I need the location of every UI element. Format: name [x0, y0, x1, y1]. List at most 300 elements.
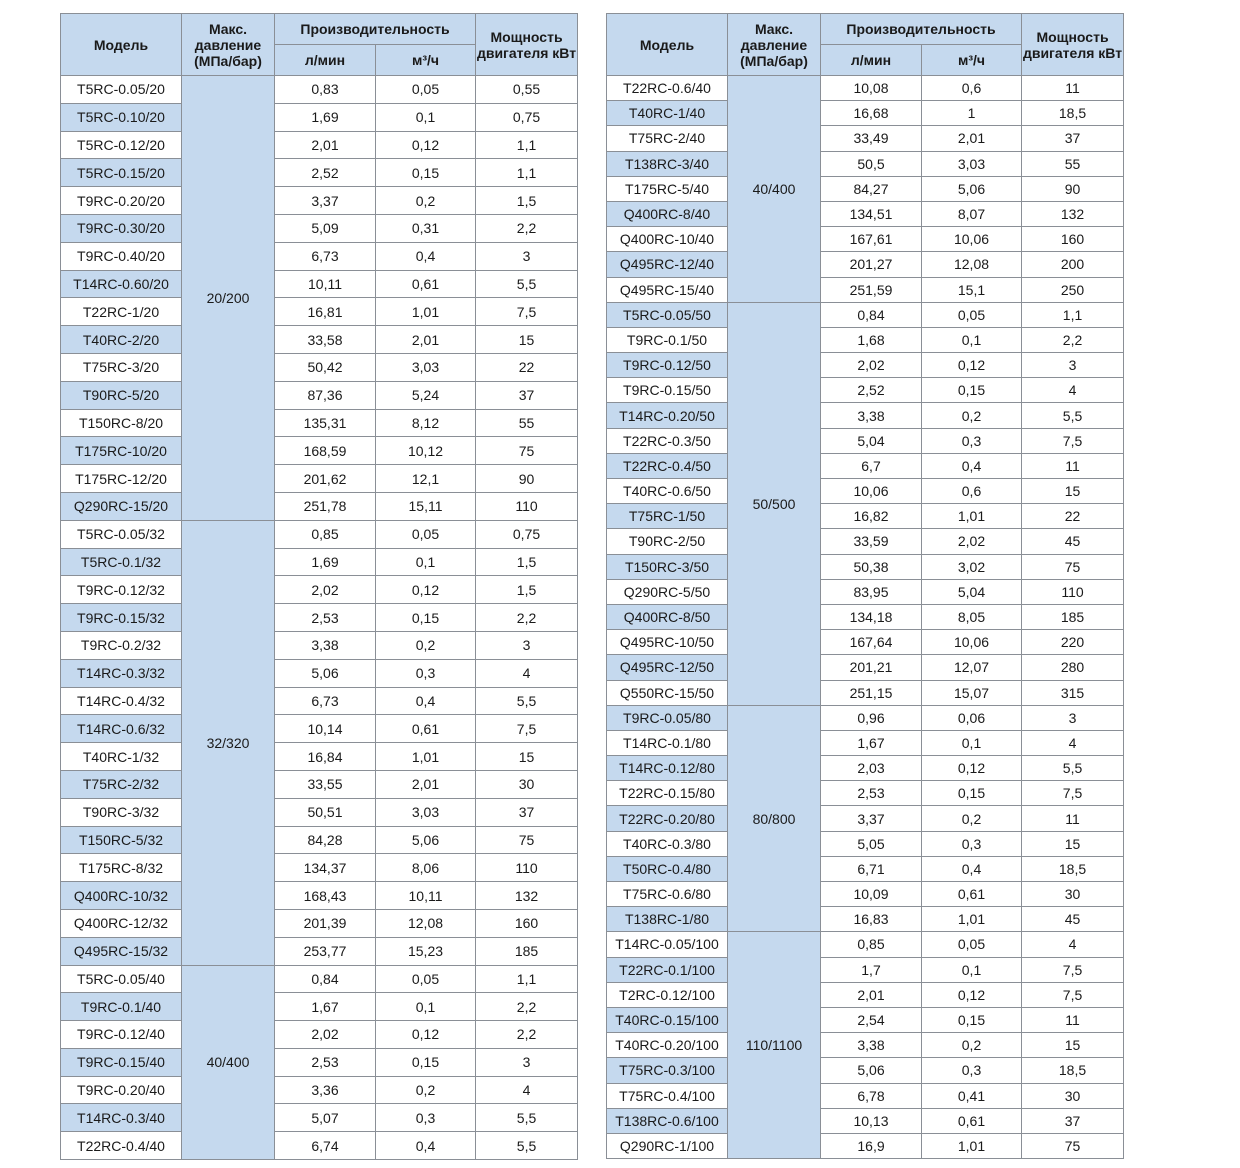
- m3h-cell: 15,23: [376, 937, 476, 965]
- model-cell: T14RC-0.12/80: [607, 756, 728, 781]
- lpm-cell: 201,39: [275, 909, 376, 937]
- m3h-cell: 0,05: [922, 302, 1022, 327]
- lpm-cell: 6,7: [821, 453, 922, 478]
- model-cell: T14RC-0.3/32: [61, 659, 182, 687]
- power-cell: 90: [1022, 176, 1124, 201]
- lpm-cell: 33,55: [275, 770, 376, 798]
- m3h-cell: 0,05: [376, 520, 476, 548]
- model-cell: T22RC-0.4/40: [61, 1132, 182, 1160]
- pressure-cell: 110/1100: [728, 932, 821, 1159]
- lpm-cell: 251,59: [821, 277, 922, 302]
- table-row: [607, 604, 1124, 629]
- lpm-cell: 0,84: [821, 302, 922, 327]
- m3h-cell: 5,24: [376, 381, 476, 409]
- lpm-cell: 5,04: [821, 428, 922, 453]
- m3h-cell: 1,01: [922, 1133, 1022, 1158]
- m3h-cell: 0,61: [922, 882, 1022, 907]
- power-cell: 5,5: [1022, 403, 1124, 428]
- lpm-cell: 0,96: [821, 705, 922, 730]
- m3h-cell: 0,3: [376, 1104, 476, 1132]
- m3h-cell: 12,07: [922, 655, 1022, 680]
- header-model: Модель: [607, 14, 728, 76]
- m3h-cell: 0,2: [376, 1076, 476, 1104]
- table-row: [607, 453, 1124, 478]
- table-row: [607, 227, 1124, 252]
- m3h-cell: 10,06: [922, 630, 1022, 655]
- lpm-cell: 2,52: [821, 378, 922, 403]
- power-cell: 0,75: [476, 520, 578, 548]
- model-cell: T90RC-2/50: [607, 529, 728, 554]
- m3h-cell: 0,6: [922, 479, 1022, 504]
- table-row: [61, 1021, 578, 1049]
- table-row: [61, 492, 578, 520]
- m3h-cell: 10,11: [376, 882, 476, 910]
- model-cell: T90RC-3/32: [61, 798, 182, 826]
- m3h-cell: 0,3: [922, 1058, 1022, 1083]
- table-row: [61, 548, 578, 576]
- model-cell: Q400RC-8/40: [607, 201, 728, 226]
- model-cell: T40RC-0.20/100: [607, 1033, 728, 1058]
- model-cell: Q400RC-8/50: [607, 604, 728, 629]
- m3h-cell: 0,4: [922, 856, 1022, 881]
- m3h-cell: 3,02: [922, 554, 1022, 579]
- power-cell: 11: [1022, 806, 1124, 831]
- table-row: [607, 957, 1124, 982]
- m3h-cell: 1,01: [922, 504, 1022, 529]
- table-row: [61, 576, 578, 604]
- m3h-cell: 0,1: [376, 548, 476, 576]
- power-cell: 160: [1022, 227, 1124, 252]
- power-cell: 22: [476, 353, 578, 381]
- lpm-cell: 50,51: [275, 798, 376, 826]
- table-row: [607, 252, 1124, 277]
- m3h-cell: 0,61: [376, 270, 476, 298]
- lpm-cell: 0,85: [821, 932, 922, 957]
- header-power: Мощность двигателя кВт: [476, 14, 578, 76]
- table-row: [607, 353, 1124, 378]
- lpm-cell: 168,43: [275, 882, 376, 910]
- power-cell: 160: [476, 909, 578, 937]
- model-cell: T14RC-0.4/32: [61, 687, 182, 715]
- power-cell: 75: [1022, 1133, 1124, 1158]
- model-cell: T9RC-0.20/40: [61, 1076, 182, 1104]
- power-cell: 110: [1022, 579, 1124, 604]
- model-cell: T40RC-0.15/100: [607, 1007, 728, 1032]
- model-cell: T14RC-0.3/40: [61, 1104, 182, 1132]
- power-cell: 1,5: [476, 576, 578, 604]
- lpm-cell: 2,02: [275, 576, 376, 604]
- header-capacity: Производительность: [821, 14, 1022, 45]
- m3h-cell: 0,4: [376, 687, 476, 715]
- m3h-cell: 5,06: [922, 176, 1022, 201]
- lpm-cell: 16,9: [821, 1133, 922, 1158]
- m3h-cell: 1: [922, 101, 1022, 126]
- m3h-cell: 0,1: [922, 327, 1022, 352]
- lpm-cell: 3,37: [821, 806, 922, 831]
- power-cell: 7,5: [1022, 428, 1124, 453]
- m3h-cell: 3,03: [376, 353, 476, 381]
- model-cell: T75RC-2/32: [61, 770, 182, 798]
- lpm-cell: 83,95: [821, 579, 922, 604]
- model-cell: T90RC-5/20: [61, 381, 182, 409]
- model-cell: T22RC-0.15/80: [607, 781, 728, 806]
- model-cell: T75RC-0.3/100: [607, 1058, 728, 1083]
- model-cell: T22RC-0.20/80: [607, 806, 728, 831]
- power-cell: 4: [476, 1076, 578, 1104]
- power-cell: 75: [476, 826, 578, 854]
- m3h-cell: 0,2: [922, 403, 1022, 428]
- lpm-cell: 2,03: [821, 756, 922, 781]
- m3h-cell: 15,11: [376, 492, 476, 520]
- power-cell: 30: [1022, 1083, 1124, 1108]
- power-cell: 18,5: [1022, 1058, 1124, 1083]
- power-cell: 7,5: [476, 715, 578, 743]
- table-row: [61, 465, 578, 493]
- lpm-cell: 2,53: [275, 604, 376, 632]
- power-cell: 11: [1022, 76, 1124, 101]
- power-cell: 0,75: [476, 103, 578, 131]
- lpm-cell: 5,05: [821, 831, 922, 856]
- power-cell: 7,5: [476, 298, 578, 326]
- table-row: [61, 187, 578, 215]
- table-row: [607, 705, 1124, 730]
- table-row: [61, 1048, 578, 1076]
- power-cell: 30: [476, 770, 578, 798]
- power-cell: 18,5: [1022, 856, 1124, 881]
- lpm-cell: 1,67: [275, 993, 376, 1021]
- model-cell: Q495RC-10/50: [607, 630, 728, 655]
- table-row: [607, 882, 1124, 907]
- pressure-cell: 40/400: [728, 76, 821, 303]
- model-cell: T40RC-1/32: [61, 743, 182, 771]
- lpm-cell: 2,52: [275, 159, 376, 187]
- power-cell: 3: [476, 1048, 578, 1076]
- table-row: [61, 242, 578, 270]
- lpm-cell: 134,37: [275, 854, 376, 882]
- model-cell: T14RC-0.1/80: [607, 730, 728, 755]
- m3h-cell: 0,1: [922, 730, 1022, 755]
- table-row: [607, 831, 1124, 856]
- table-row: [607, 1058, 1124, 1083]
- lpm-cell: 10,14: [275, 715, 376, 743]
- m3h-cell: 8,05: [922, 604, 1022, 629]
- lpm-cell: 33,59: [821, 529, 922, 554]
- model-cell: T22RC-0.1/100: [607, 957, 728, 982]
- power-cell: 3: [1022, 353, 1124, 378]
- lpm-cell: 87,36: [275, 381, 376, 409]
- table-row: [607, 403, 1124, 428]
- pressure-cell: 50/500: [728, 302, 821, 705]
- table-row: [61, 604, 578, 632]
- model-cell: T9RC-0.1/40: [61, 993, 182, 1021]
- model-cell: T138RC-0.6/100: [607, 1108, 728, 1133]
- model-cell: T22RC-0.6/40: [607, 76, 728, 101]
- lpm-cell: 0,85: [275, 520, 376, 548]
- m3h-cell: 1,01: [376, 743, 476, 771]
- table-row: [61, 826, 578, 854]
- header-capacity: Производительность: [275, 14, 476, 45]
- m3h-cell: 0,1: [376, 993, 476, 1021]
- header-lpm: л/мин: [821, 45, 922, 76]
- table-row: [61, 326, 578, 354]
- model-cell: T40RC-0.6/50: [607, 479, 728, 504]
- table-row: [607, 554, 1124, 579]
- power-cell: 15: [476, 743, 578, 771]
- power-cell: 3: [476, 242, 578, 270]
- m3h-cell: 0,2: [376, 631, 476, 659]
- m3h-cell: 0,15: [922, 378, 1022, 403]
- table-row: [607, 1033, 1124, 1058]
- table-row: [61, 770, 578, 798]
- table-row: [61, 965, 578, 993]
- table-row: [61, 798, 578, 826]
- lpm-cell: 2,02: [275, 1021, 376, 1049]
- model-cell: T75RC-0.4/100: [607, 1083, 728, 1108]
- model-cell: T75RC-2/40: [607, 126, 728, 151]
- model-cell: T9RC-0.15/32: [61, 604, 182, 632]
- power-cell: 15: [1022, 479, 1124, 504]
- table-row: [61, 659, 578, 687]
- model-cell: T5RC-0.1/32: [61, 548, 182, 576]
- power-cell: 185: [476, 937, 578, 965]
- lpm-cell: 201,62: [275, 465, 376, 493]
- pressure-cell: 20/200: [182, 76, 275, 521]
- lpm-cell: 1,7: [821, 957, 922, 982]
- power-cell: 200: [1022, 252, 1124, 277]
- m3h-cell: 5,06: [376, 826, 476, 854]
- m3h-cell: 12,08: [376, 909, 476, 937]
- power-cell: 55: [476, 409, 578, 437]
- m3h-cell: 0,12: [376, 131, 476, 159]
- table-row: [607, 277, 1124, 302]
- table-row: [607, 932, 1124, 957]
- model-cell: T5RC-0.05/50: [607, 302, 728, 327]
- m3h-cell: 0,1: [922, 957, 1022, 982]
- model-cell: T75RC-0.6/80: [607, 882, 728, 907]
- m3h-cell: 12,08: [922, 252, 1022, 277]
- lpm-cell: 2,53: [821, 781, 922, 806]
- table-row: [61, 715, 578, 743]
- m3h-cell: 12,1: [376, 465, 476, 493]
- table-row: [61, 993, 578, 1021]
- power-cell: 5,5: [476, 1104, 578, 1132]
- lpm-cell: 1,68: [821, 327, 922, 352]
- power-cell: 45: [1022, 907, 1124, 932]
- model-cell: T50RC-0.4/80: [607, 856, 728, 881]
- m3h-cell: 0,61: [922, 1108, 1022, 1133]
- lpm-cell: 6,74: [275, 1132, 376, 1160]
- lpm-cell: 10,13: [821, 1108, 922, 1133]
- m3h-cell: 0,15: [376, 604, 476, 632]
- model-cell: T9RC-0.40/20: [61, 242, 182, 270]
- power-cell: 110: [476, 854, 578, 882]
- m3h-cell: 8,12: [376, 409, 476, 437]
- table-row: [61, 1104, 578, 1132]
- table-row: [607, 479, 1124, 504]
- lpm-cell: 6,73: [275, 687, 376, 715]
- model-cell: T75RC-1/50: [607, 504, 728, 529]
- model-cell: Q400RC-10/40: [607, 227, 728, 252]
- table-row: [607, 126, 1124, 151]
- m3h-cell: 0,3: [922, 428, 1022, 453]
- table-row: [607, 1083, 1124, 1108]
- m3h-cell: 10,06: [922, 227, 1022, 252]
- lpm-cell: 50,42: [275, 353, 376, 381]
- lpm-cell: 201,27: [821, 252, 922, 277]
- lpm-cell: 5,07: [275, 1104, 376, 1132]
- power-cell: 55: [1022, 151, 1124, 176]
- table-row: [607, 781, 1124, 806]
- table-row: [607, 579, 1124, 604]
- model-cell: Q290RC-1/100: [607, 1133, 728, 1158]
- header-m3h: м³/ч: [922, 45, 1022, 76]
- power-cell: 110: [476, 492, 578, 520]
- lpm-cell: 1,67: [821, 730, 922, 755]
- power-cell: 37: [1022, 1108, 1124, 1133]
- power-cell: 22: [1022, 504, 1124, 529]
- m3h-cell: 0,4: [376, 1132, 476, 1160]
- power-cell: 1,1: [1022, 302, 1124, 327]
- table-row: [607, 151, 1124, 176]
- m3h-cell: 0,4: [376, 242, 476, 270]
- m3h-cell: 0,15: [376, 159, 476, 187]
- model-cell: T150RC-5/32: [61, 826, 182, 854]
- table-row: [61, 353, 578, 381]
- model-cell: T9RC-0.12/32: [61, 576, 182, 604]
- lpm-cell: 3,37: [275, 187, 376, 215]
- table-row: [61, 131, 578, 159]
- m3h-cell: 0,15: [922, 1007, 1022, 1032]
- model-cell: T9RC-0.20/20: [61, 187, 182, 215]
- m3h-cell: 8,07: [922, 201, 1022, 226]
- table-row: [61, 687, 578, 715]
- power-cell: 132: [1022, 201, 1124, 226]
- lpm-cell: 5,06: [821, 1058, 922, 1083]
- power-cell: 1,1: [476, 159, 578, 187]
- m3h-cell: 1,01: [922, 907, 1022, 932]
- lpm-cell: 50,5: [821, 151, 922, 176]
- model-cell: Q400RC-10/32: [61, 882, 182, 910]
- power-cell: 7,5: [1022, 957, 1124, 982]
- power-cell: 15: [1022, 831, 1124, 856]
- model-cell: T5RC-0.05/20: [61, 76, 182, 104]
- power-cell: 4: [1022, 932, 1124, 957]
- table-row: [607, 1133, 1124, 1158]
- lpm-cell: 10,09: [821, 882, 922, 907]
- m3h-cell: 8,06: [376, 854, 476, 882]
- m3h-cell: 2,01: [376, 770, 476, 798]
- lpm-cell: 251,78: [275, 492, 376, 520]
- power-cell: 2,2: [476, 604, 578, 632]
- power-cell: 280: [1022, 655, 1124, 680]
- table-row: [607, 730, 1124, 755]
- table-row: [607, 680, 1124, 705]
- power-cell: 185: [1022, 604, 1124, 629]
- power-cell: 250: [1022, 277, 1124, 302]
- power-cell: 90: [476, 465, 578, 493]
- m3h-cell: 0,15: [922, 781, 1022, 806]
- lpm-cell: 2,54: [821, 1007, 922, 1032]
- model-cell: Q400RC-12/32: [61, 909, 182, 937]
- m3h-cell: 1,01: [376, 298, 476, 326]
- lpm-cell: 1,69: [275, 103, 376, 131]
- table-row: [607, 1108, 1124, 1133]
- model-cell: T175RC-12/20: [61, 465, 182, 493]
- m3h-cell: 0,06: [922, 705, 1022, 730]
- m3h-cell: 3,03: [922, 151, 1022, 176]
- m3h-cell: 15,07: [922, 680, 1022, 705]
- power-cell: 2,2: [1022, 327, 1124, 352]
- model-cell: T14RC-0.60/20: [61, 270, 182, 298]
- model-cell: T40RC-1/40: [607, 101, 728, 126]
- lpm-cell: 50,38: [821, 554, 922, 579]
- power-cell: 5,5: [476, 687, 578, 715]
- model-cell: T175RC-5/40: [607, 176, 728, 201]
- m3h-cell: 0,6: [922, 76, 1022, 101]
- m3h-cell: 0,3: [376, 659, 476, 687]
- lpm-cell: 134,51: [821, 201, 922, 226]
- model-cell: T5RC-0.05/32: [61, 520, 182, 548]
- lpm-cell: 201,21: [821, 655, 922, 680]
- model-cell: T150RC-8/20: [61, 409, 182, 437]
- power-cell: 18,5: [1022, 101, 1124, 126]
- lpm-cell: 253,77: [275, 937, 376, 965]
- lpm-cell: 0,83: [275, 76, 376, 104]
- model-cell: T40RC-0.3/80: [607, 831, 728, 856]
- m3h-cell: 0,12: [376, 576, 476, 604]
- power-cell: 0,55: [476, 76, 578, 104]
- model-cell: T5RC-0.12/20: [61, 131, 182, 159]
- table-row: [607, 327, 1124, 352]
- power-cell: 132: [476, 882, 578, 910]
- lpm-cell: 16,82: [821, 504, 922, 529]
- power-cell: 3: [1022, 705, 1124, 730]
- m3h-cell: 0,05: [376, 965, 476, 993]
- model-cell: Q495RC-15/32: [61, 937, 182, 965]
- lpm-cell: 0,84: [275, 965, 376, 993]
- header-power: Мощность двигателя кВт: [1022, 14, 1124, 76]
- model-cell: T14RC-0.05/100: [607, 932, 728, 957]
- table-row: [61, 103, 578, 131]
- table-row: [607, 982, 1124, 1007]
- lpm-cell: 5,09: [275, 214, 376, 242]
- power-cell: 45: [1022, 529, 1124, 554]
- model-cell: Q550RC-15/50: [607, 680, 728, 705]
- lpm-cell: 2,53: [275, 1048, 376, 1076]
- m3h-cell: 0,05: [922, 932, 1022, 957]
- power-cell: 5,5: [476, 270, 578, 298]
- model-cell: T9RC-0.15/40: [61, 1048, 182, 1076]
- table-row: [607, 756, 1124, 781]
- power-cell: 4: [476, 659, 578, 687]
- m3h-cell: 2,01: [376, 326, 476, 354]
- table-row: [61, 520, 578, 548]
- model-cell: Q290RC-5/50: [607, 579, 728, 604]
- lpm-cell: 6,73: [275, 242, 376, 270]
- lpm-cell: 3,38: [275, 631, 376, 659]
- header-m3h: м³/ч: [376, 45, 476, 76]
- model-cell: T75RC-3/20: [61, 353, 182, 381]
- model-cell: T9RC-0.1/50: [607, 327, 728, 352]
- power-cell: 37: [1022, 126, 1124, 151]
- pressure-cell: 40/400: [182, 965, 275, 1160]
- power-cell: 7,5: [1022, 781, 1124, 806]
- table-row: [61, 159, 578, 187]
- table-row: [61, 381, 578, 409]
- model-cell: T9RC-0.12/40: [61, 1021, 182, 1049]
- table-row: [61, 214, 578, 242]
- table-body: [607, 76, 1124, 1159]
